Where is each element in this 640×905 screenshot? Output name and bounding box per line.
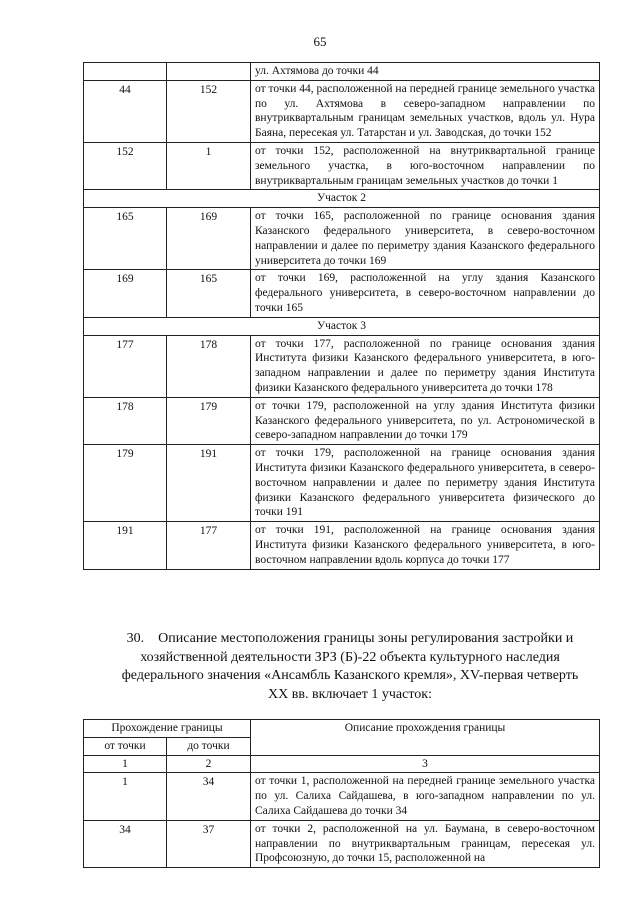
boundary-table-body (84, 773, 600, 868)
description-cell: от точки 152, расположенной на внутриквартальной границе земельного участка, в юго-восточном направлении по внутриквартальным границам земельных участков до точки 1 (251, 142, 600, 189)
description-cell: от точки 179, расположенной на углу здания Института физики Казанского федерального университета, по ул. Астрономической в северо-западном направлении до точки 179 (251, 397, 600, 444)
to-point-cell: 169 (167, 208, 251, 270)
page-number: 65 (313, 34, 327, 49)
table-row (84, 80, 600, 142)
section-heading-line-4: XX вв. включает 1 участок: (268, 686, 432, 702)
from-point-cell: 152 (84, 142, 167, 189)
from-point-cell (84, 63, 167, 81)
section-heading-line-3: федерального значения «Ансамбль Казанского кремля», XV-первая четверть (121, 668, 579, 683)
section-row (84, 317, 600, 335)
table-row (84, 208, 600, 270)
table-row (84, 142, 600, 189)
header-to-point: до точки (167, 737, 251, 755)
from-point-cell: 178 (84, 397, 167, 444)
header-boundary-passage: Прохождение границы (84, 720, 251, 738)
header-col-number-1: 1 (84, 755, 167, 773)
table-row (84, 397, 600, 444)
description-cell: от точки 179, расположенной на границе основания здания Института физики Казанского федерального университета, в северо-восточном направлении и далее по периметру здания Института физики Казанского федерального университета физического до точки 191 (251, 445, 600, 522)
to-point-cell (167, 63, 251, 81)
description-cell: от точки 191, расположенной на границе основания здания Института физики Казанского федерального университета, в юго-восточном направлении вдоль корпуса до точки 177 (251, 522, 600, 569)
description-cell: от точки 169, расположенной на углу здания Казанского федерального университета, в северо-восточном направлении до точки 165 (251, 270, 600, 317)
to-point-cell: 177 (167, 522, 251, 569)
table-row (84, 445, 600, 522)
table-row (84, 522, 600, 569)
table-row (84, 63, 600, 81)
description-cell: ул. Ахтямова до точки 44 (251, 63, 600, 81)
from-point-cell: 169 (84, 270, 167, 317)
section-heading-line-2: хозяйственной деятельности ЗРЗ (Б)-22 объекта культурного наследия (140, 649, 560, 665)
table-header (84, 720, 600, 773)
to-point-cell: 178 (167, 335, 251, 397)
section-row (84, 190, 600, 208)
section-heading-line-1: 30. Описание местоположения границы зоны регулирования застройки и (126, 631, 574, 646)
table-row (84, 335, 600, 397)
from-point-cell: 34 (84, 820, 167, 867)
boundary-table-part-1 (83, 62, 600, 570)
from-point-cell: 177 (84, 335, 167, 397)
header-description: Описание прохождения границы (251, 720, 600, 756)
description-cell: от точки 177, расположенной по границе основания здания Института физики Казанского федерального университета, в юго-западном направлении и далее по периметру здания Института физики Казанского федерального университета до точки 178 (251, 335, 600, 397)
section-30-heading (96, 630, 604, 704)
header-col-number-2: 2 (167, 755, 251, 773)
header-from-point: от точки (84, 737, 167, 755)
from-point-cell: 165 (84, 208, 167, 270)
section-label: Участок 3 (84, 317, 600, 335)
from-point-cell: 1 (84, 773, 167, 820)
description-cell: от точки 44, расположенной на передней границе земельного участка по ул. Ахтямова в северо-западном направлении по внутриквартальным границам земельных участков, вдоль ул. Нура Баяна, пересекая ул. Татарстан и ул. Заводская, до точки 152 (251, 80, 600, 142)
from-point-cell: 179 (84, 445, 167, 522)
description-cell: от точки 1, расположенной на передней границе земельного участка по ул. Салиха Сайдашева, в юго-западном направлении по ул. Салиха Сайдашева до точки 34 (251, 773, 600, 820)
to-point-cell: 191 (167, 445, 251, 522)
boundary-table-body (84, 63, 600, 570)
boundary-table-zrz-b-22 (83, 719, 600, 868)
section-number: 30. (126, 631, 145, 646)
from-point-cell: 191 (84, 522, 167, 569)
table-row (84, 820, 600, 867)
to-point-cell: 152 (167, 80, 251, 142)
to-point-cell: 37 (167, 820, 251, 867)
to-point-cell: 1 (167, 142, 251, 189)
table-row (84, 270, 600, 317)
table-row (84, 773, 600, 820)
header-col-number-3: 3 (251, 755, 600, 773)
from-point-cell: 44 (84, 80, 167, 142)
description-cell: от точки 2, расположенной на ул. Баумана, в северо-восточном направлении по внутриквартальным границам, пересекая ул. Профсоюзную, до точки 15, расположенной на (251, 820, 600, 867)
description-cell: от точки 165, расположенной по границе основания здания Казанского федерального университета, в северо-восточном направлении и далее по периметру здания Казанского федерального университета до точки 169 (251, 208, 600, 270)
to-point-cell: 34 (167, 773, 251, 820)
to-point-cell: 179 (167, 397, 251, 444)
section-label: Участок 2 (84, 190, 600, 208)
to-point-cell: 165 (167, 270, 251, 317)
